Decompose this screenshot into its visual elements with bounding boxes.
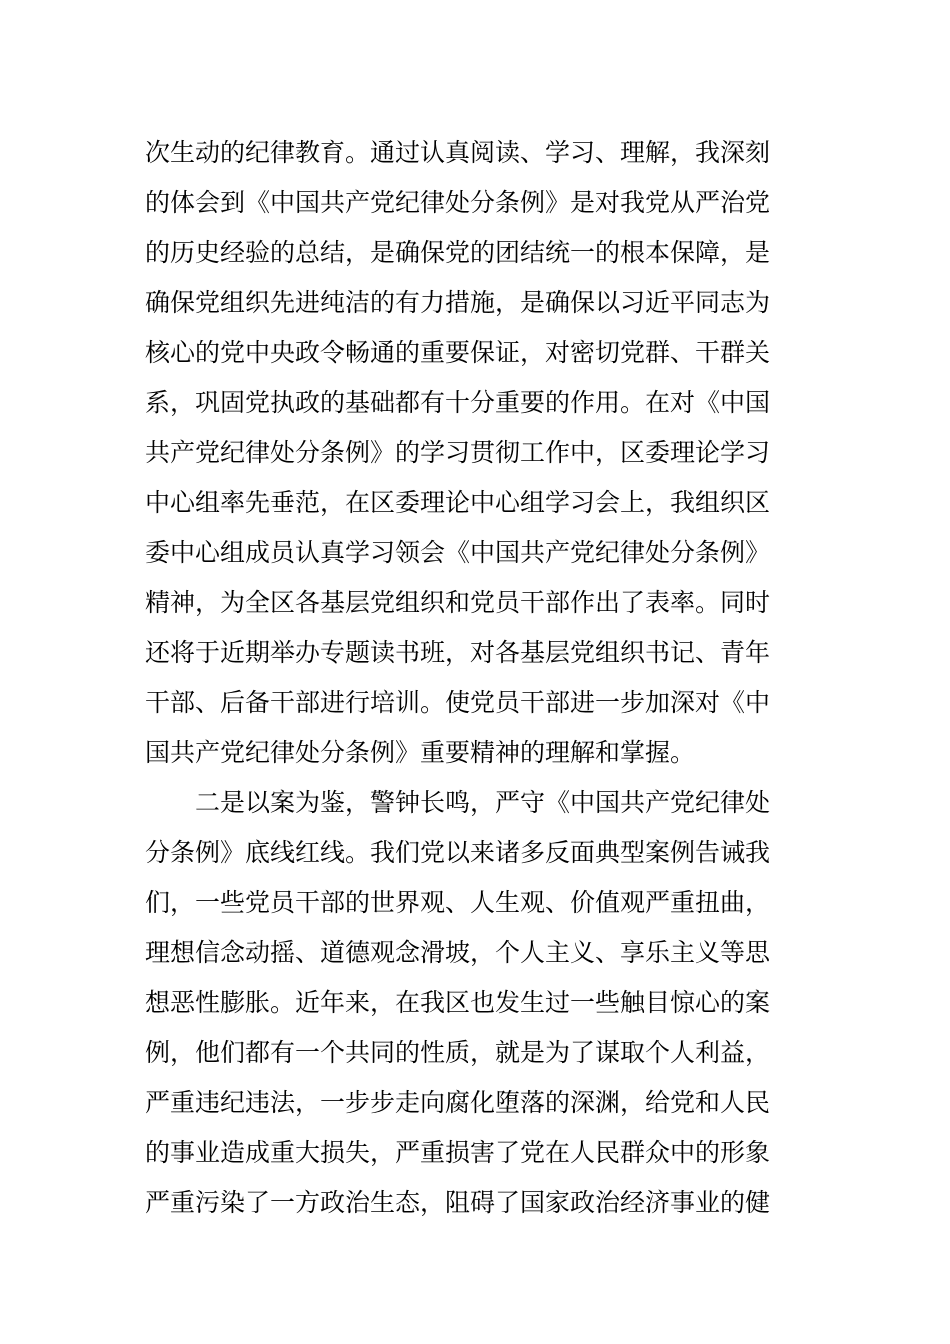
- text-line: 系，巩固党执政的基础都有十分重要的作用。在对《中国: [145, 388, 771, 417]
- body-text: [145, 128, 815, 1228]
- text-line: 严重违纪违法，一步步走向腐化堕落的深渊，给党和人民: [145, 1088, 771, 1117]
- text-line: 中心组率先垂范，在区委理论中心组学习会上，我组织区: [145, 488, 771, 517]
- text-line: 们，一些党员干部的世界观、人生观、价值观严重扭曲，: [145, 888, 771, 917]
- text-line: 理想信念动摇、道德观念滑坡，个人主义、享乐主义等思: [145, 938, 771, 967]
- text-line: 分条例》底线红线。我们党以来诸多反面典型案例告诫我: [145, 838, 771, 867]
- text-line: 精神，为全区各基层党组织和党员干部作出了表率。同时: [145, 588, 771, 617]
- text-line: 次生动的纪律教育。通过认真阅读、学习、理解，我深刻: [145, 138, 771, 167]
- text-line: 确保党组织先进纯洁的有力措施，是确保以习近平同志为: [145, 288, 771, 317]
- paragraph-start-line: 二是以案为鉴，警钟长鸣，严守《中国共产党纪律处: [195, 788, 771, 817]
- text-line: 的事业造成重大损失，严重损害了党在人民群众中的形象: [145, 1138, 771, 1167]
- text-line: 严重污染了一方政治生态，阻碍了国家政治经济事业的健: [145, 1188, 771, 1217]
- text-line: 的体会到《中国共产党纪律处分条例》是对我党从严治党: [145, 188, 771, 217]
- text-line: 还将于近期举办专题读书班，对各基层党组织书记、青年: [145, 638, 771, 667]
- text-line: 核心的党中央政令畅通的重要保证，对密切党群、干群关: [145, 338, 771, 367]
- text-line: 例，他们都有一个共同的性质，就是为了谋取个人利益，: [145, 1038, 771, 1067]
- text-line: 的历史经验的总结，是确保党的团结统一的根本保障，是: [145, 238, 771, 267]
- text-line: 共产党纪律处分条例》的学习贯彻工作中，区委理论学习: [145, 438, 771, 467]
- text-line: 干部、后备干部进行培训。使党员干部进一步加深对《中: [145, 688, 771, 717]
- text-line: 国共产党纪律处分条例》重要精神的理解和掌握。: [145, 738, 696, 767]
- text-line: 委中心组成员认真学习领会《中国共产党纪律处分条例》: [145, 538, 771, 567]
- text-line: 想恶性膨胀。近年来，在我区也发生过一些触目惊心的案: [145, 988, 771, 1017]
